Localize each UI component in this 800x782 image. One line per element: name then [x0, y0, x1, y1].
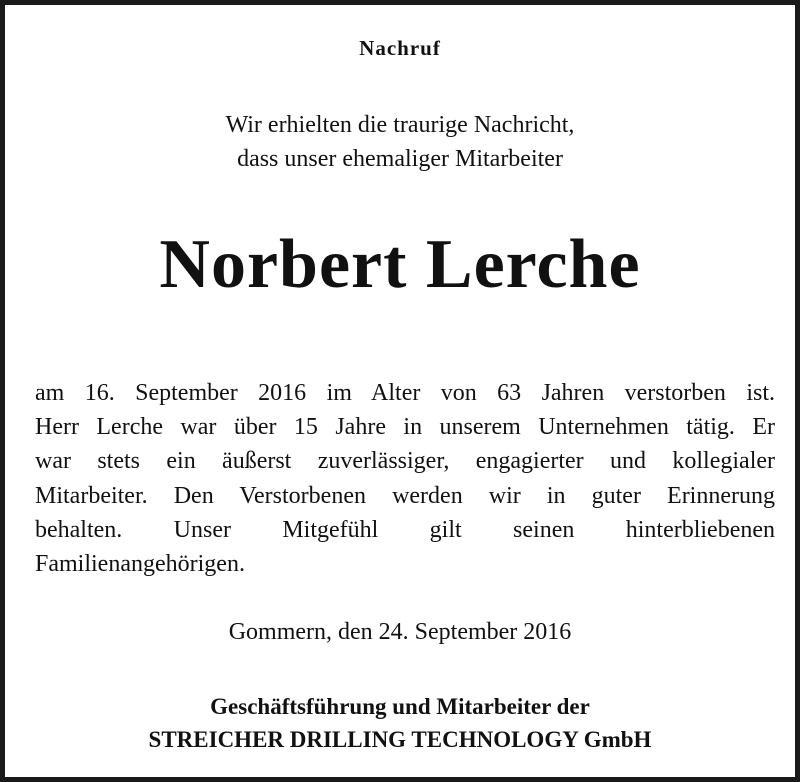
intro-line-1: Wir erhielten die traurige Nachricht, — [225, 112, 575, 138]
body-line-5: behalten. Unser Mitgefühl gilt seinen hinterbliebenen — [35, 517, 775, 543]
signature-company: STREICHER DRILLING TECHNOLOGY GmbH — [148, 727, 652, 752]
body-line-2: Herr Lerche war über 15 Jahre in unserem Unternehmen tätig. Er — [35, 414, 775, 440]
place-and-date: Gommern, den 24. September 2016 — [228, 619, 572, 645]
body-line-4: Mitarbeiter. Den Verstorbenen werden wir in guter Erinnerung — [35, 483, 775, 509]
notice-heading: Nachruf — [359, 36, 441, 60]
body-line-3: war stets ein äußerst zuverlässiger, engagierter und kollegialer — [35, 448, 775, 474]
body-line-6: Familienangehörigen. — [35, 551, 245, 577]
signature-line-1: Geschäftsführung und Mitarbeiter der — [210, 694, 590, 719]
deceased-name: Norbert Lerche — [159, 226, 641, 303]
body-line-1: am 16. September 2016 im Alter von 63 Jahren verstorben ist. — [35, 380, 775, 406]
intro-line-2: dass unser ehemaliger Mitarbeiter — [237, 146, 563, 172]
